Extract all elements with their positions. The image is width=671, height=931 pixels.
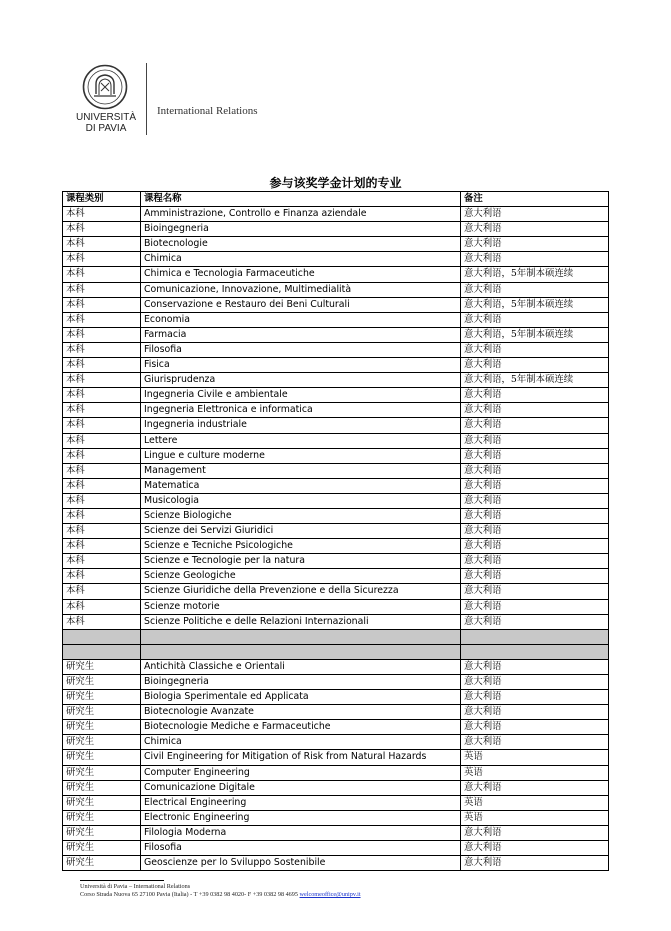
- row-course-name: [141, 644, 461, 659]
- row-category: 研究生: [63, 825, 141, 840]
- footer: [80, 883, 361, 899]
- row-category: 本科: [63, 388, 141, 403]
- row-notes: 意大利语: [461, 584, 609, 599]
- row-notes: 英语: [461, 810, 609, 825]
- university-name-line2: DI PAVIA: [85, 123, 127, 134]
- table-row: [63, 841, 609, 856]
- row-notes: 意大利语: [461, 388, 609, 403]
- table-row: [63, 750, 609, 765]
- row-course-name: Electronic Engineering: [141, 810, 461, 825]
- table-row: [63, 539, 609, 554]
- courses-table: [62, 191, 609, 871]
- row-course-name: Scienze motorie: [141, 599, 461, 614]
- table-row: [63, 327, 609, 342]
- row-category: 本科: [63, 358, 141, 373]
- row-category: 本科: [63, 403, 141, 418]
- row-course-name: Biotecnologie Mediche e Farmaceutiche: [141, 720, 461, 735]
- table-row: [63, 493, 609, 508]
- row-notes: 意大利语: [461, 403, 609, 418]
- table-row: [63, 358, 609, 373]
- row-category: 本科: [63, 222, 141, 237]
- row-notes: 英语: [461, 795, 609, 810]
- table-row: [63, 478, 609, 493]
- row-notes: 意大利语: [461, 614, 609, 629]
- row-category: 研究生: [63, 720, 141, 735]
- table-row: [63, 418, 609, 433]
- row-course-name: Geoscienze per lo Sviluppo Sostenibile: [141, 856, 461, 871]
- row-category: 本科: [63, 342, 141, 357]
- row-category: 研究生: [63, 690, 141, 705]
- row-course-name: Management: [141, 463, 461, 478]
- row-notes: 意大利语: [461, 312, 609, 327]
- row-course-name: Comunicazione Digitale: [141, 780, 461, 795]
- row-notes: 意大利语: [461, 207, 609, 222]
- table-row: [63, 705, 609, 720]
- row-course-name: Giurisprudenza: [141, 373, 461, 388]
- table-row: [63, 222, 609, 237]
- row-notes: 意大利语: [461, 569, 609, 584]
- row-notes: 意大利语: [461, 705, 609, 720]
- row-category: 研究生: [63, 841, 141, 856]
- row-category: 本科: [63, 418, 141, 433]
- row-notes: 意大利语: [461, 433, 609, 448]
- table-row: [63, 856, 609, 871]
- footer-line2: [80, 891, 361, 899]
- row-notes: 英语: [461, 765, 609, 780]
- row-notes: 意大利语: [461, 418, 609, 433]
- row-category: 本科: [63, 312, 141, 327]
- table-row: [63, 267, 609, 282]
- row-course-name: Scienze Politiche e delle Relazioni Internazionali: [141, 614, 461, 629]
- footer-address: Corso Strada Nuova 65 27100 Pavia (Italia) - T +39 0382 98 4020- F +39 0382 98 4695: [80, 891, 298, 898]
- row-course-name: Economia: [141, 312, 461, 327]
- row-notes: 意大利语: [461, 478, 609, 493]
- row-course-name: Filosofia: [141, 841, 461, 856]
- table-row: [63, 780, 609, 795]
- table-row: [63, 584, 609, 599]
- row-course-name: Scienze Geologiche: [141, 569, 461, 584]
- row-category: 本科: [63, 508, 141, 523]
- row-course-name: Scienze Giuridiche della Prevenzione e della Sicurezza: [141, 584, 461, 599]
- row-category: 本科: [63, 478, 141, 493]
- row-category: 本科: [63, 493, 141, 508]
- row-course-name: Civil Engineering for Mitigation of Risk from Natural Hazards: [141, 750, 461, 765]
- row-notes: 意大利语: [461, 599, 609, 614]
- row-course-name: Biotecnologie: [141, 237, 461, 252]
- row-notes: 意大利语，5年制本硕连续: [461, 373, 609, 388]
- footer-line1: Università di Pavia – International Relations: [80, 883, 191, 890]
- table-row: [63, 629, 609, 644]
- row-category: 本科: [63, 237, 141, 252]
- row-category: 研究生: [63, 675, 141, 690]
- table-row: [63, 252, 609, 267]
- row-notes: 意大利语: [461, 690, 609, 705]
- row-category: 本科: [63, 524, 141, 539]
- row-category: 研究生: [63, 705, 141, 720]
- table-row: [63, 373, 609, 388]
- table-row: [63, 463, 609, 478]
- row-notes: 意大利语，5年制本硕连续: [461, 297, 609, 312]
- table-row: [63, 388, 609, 403]
- table-row: [63, 554, 609, 569]
- row-notes: 意大利语: [461, 222, 609, 237]
- row-category: 本科: [63, 599, 141, 614]
- table-header-row: [63, 192, 609, 207]
- row-course-name: Comunicazione, Innovazione, Multimedialità: [141, 282, 461, 297]
- row-notes: 意大利语，5年制本硕连续: [461, 327, 609, 342]
- row-course-name: [141, 629, 461, 644]
- row-category: 本科: [63, 448, 141, 463]
- university-name-line1: UNIVERSITÀ: [75, 112, 136, 123]
- row-notes: 意大利语: [461, 780, 609, 795]
- university-logo-block: [70, 60, 330, 140]
- row-category: 研究生: [63, 795, 141, 810]
- row-notes: 意大利语: [461, 856, 609, 871]
- row-course-name: Scienze Biologiche: [141, 508, 461, 523]
- row-category: 研究生: [63, 765, 141, 780]
- row-course-name: Ingegneria Elettronica e informatica: [141, 403, 461, 418]
- row-notes: 意大利语: [461, 463, 609, 478]
- footer-email-link[interactable]: welcomeoffice@unipv.it: [299, 891, 361, 898]
- row-category: 本科: [63, 614, 141, 629]
- row-notes: [461, 644, 609, 659]
- row-notes: 意大利语: [461, 554, 609, 569]
- row-course-name: Lettere: [141, 433, 461, 448]
- row-notes: 意大利语: [461, 282, 609, 297]
- row-course-name: Fisica: [141, 358, 461, 373]
- table-row: [63, 765, 609, 780]
- row-course-name: Conservazione e Restauro dei Beni Culturali: [141, 297, 461, 312]
- table-row: [63, 524, 609, 539]
- row-course-name: Amministrazione, Controllo e Finanza aziendale: [141, 207, 461, 222]
- row-category: 研究生: [63, 780, 141, 795]
- row-course-name: Chimica: [141, 252, 461, 267]
- row-notes: 意大利语: [461, 524, 609, 539]
- row-course-name: Filologia Moderna: [141, 825, 461, 840]
- row-course-name: Biologia Sperimentale ed Applicata: [141, 690, 461, 705]
- row-course-name: Chimica: [141, 735, 461, 750]
- table-row: [63, 599, 609, 614]
- row-notes: [461, 629, 609, 644]
- row-course-name: Scienze e Tecniche Psicologiche: [141, 539, 461, 554]
- table-row: [63, 508, 609, 523]
- table-row: [63, 312, 609, 327]
- row-category: 本科: [63, 282, 141, 297]
- table-row: [63, 237, 609, 252]
- department-name: International Relations: [157, 105, 258, 117]
- row-notes: 意大利语，5年制本硕连续: [461, 267, 609, 282]
- row-notes: 意大利语: [461, 841, 609, 856]
- header-category: 课程类别: [63, 192, 141, 207]
- row-course-name: Bioingegneria: [141, 675, 461, 690]
- table-row: [63, 690, 609, 705]
- row-notes: 意大利语: [461, 342, 609, 357]
- row-course-name: Electrical Engineering: [141, 795, 461, 810]
- row-category: 本科: [63, 584, 141, 599]
- row-notes: 意大利语: [461, 825, 609, 840]
- row-notes: 英语: [461, 750, 609, 765]
- row-category: 本科: [63, 207, 141, 222]
- table-body: [63, 207, 609, 871]
- row-category: 本科: [63, 327, 141, 342]
- header-notes: 备注: [461, 192, 609, 207]
- row-category: 本科: [63, 252, 141, 267]
- row-notes: 意大利语: [461, 659, 609, 674]
- row-category: 本科: [63, 569, 141, 584]
- table-row: [63, 659, 609, 674]
- row-category: 本科: [63, 554, 141, 569]
- row-course-name: Matematica: [141, 478, 461, 493]
- row-category: 本科: [63, 463, 141, 478]
- row-course-name: Computer Engineering: [141, 765, 461, 780]
- row-course-name: Bioingegneria: [141, 222, 461, 237]
- row-category: 研究生: [63, 810, 141, 825]
- table-row: [63, 207, 609, 222]
- row-notes: 意大利语: [461, 720, 609, 735]
- row-course-name: Lingue e culture moderne: [141, 448, 461, 463]
- row-course-name: Farmacia: [141, 327, 461, 342]
- row-course-name: Filosofia: [141, 342, 461, 357]
- university-seal-icon: [82, 64, 128, 110]
- table-row: [63, 569, 609, 584]
- table-row: [63, 735, 609, 750]
- table-row: [63, 342, 609, 357]
- table-row: [63, 282, 609, 297]
- table-row: [63, 644, 609, 659]
- row-course-name: Ingegneria industriale: [141, 418, 461, 433]
- row-category: 研究生: [63, 659, 141, 674]
- table-row: [63, 614, 609, 629]
- row-course-name: Scienze e Tecnologie per la natura: [141, 554, 461, 569]
- row-category: 本科: [63, 539, 141, 554]
- table-row: [63, 810, 609, 825]
- table-row: [63, 297, 609, 312]
- table-row: [63, 825, 609, 840]
- row-category: 本科: [63, 297, 141, 312]
- table-row: [63, 433, 609, 448]
- row-course-name: Musicologia: [141, 493, 461, 508]
- row-category: 研究生: [63, 750, 141, 765]
- row-category: [63, 644, 141, 659]
- row-category: 研究生: [63, 735, 141, 750]
- row-notes: 意大利语: [461, 539, 609, 554]
- row-notes: 意大利语: [461, 448, 609, 463]
- university-name: [70, 112, 142, 134]
- row-course-name: Ingegneria Civile e ambientale: [141, 388, 461, 403]
- header-course-name: 课程名称: [141, 192, 461, 207]
- row-notes: 意大利语: [461, 508, 609, 523]
- row-notes: 意大利语: [461, 735, 609, 750]
- row-notes: 意大利语: [461, 493, 609, 508]
- row-notes: 意大利语: [461, 237, 609, 252]
- row-course-name: Chimica e Tecnologia Farmaceutiche: [141, 267, 461, 282]
- row-category: 本科: [63, 373, 141, 388]
- row-notes: 意大利语: [461, 252, 609, 267]
- row-category: 本科: [63, 433, 141, 448]
- table-row: [63, 403, 609, 418]
- table-row: [63, 675, 609, 690]
- logo-divider: [146, 63, 147, 135]
- row-category: 本科: [63, 267, 141, 282]
- table-row: [63, 795, 609, 810]
- row-category: [63, 629, 141, 644]
- row-course-name: Biotecnologie Avanzate: [141, 705, 461, 720]
- table-row: [63, 448, 609, 463]
- row-course-name: Scienze dei Servizi Giuridici: [141, 524, 461, 539]
- row-notes: 意大利语: [461, 675, 609, 690]
- row-course-name: Antichità Classiche e Orientali: [141, 659, 461, 674]
- table-title: 参与该奖学金计划的专业: [269, 176, 402, 190]
- row-category: 研究生: [63, 856, 141, 871]
- row-notes: 意大利语: [461, 358, 609, 373]
- table-row: [63, 720, 609, 735]
- footer-divider: [80, 880, 164, 881]
